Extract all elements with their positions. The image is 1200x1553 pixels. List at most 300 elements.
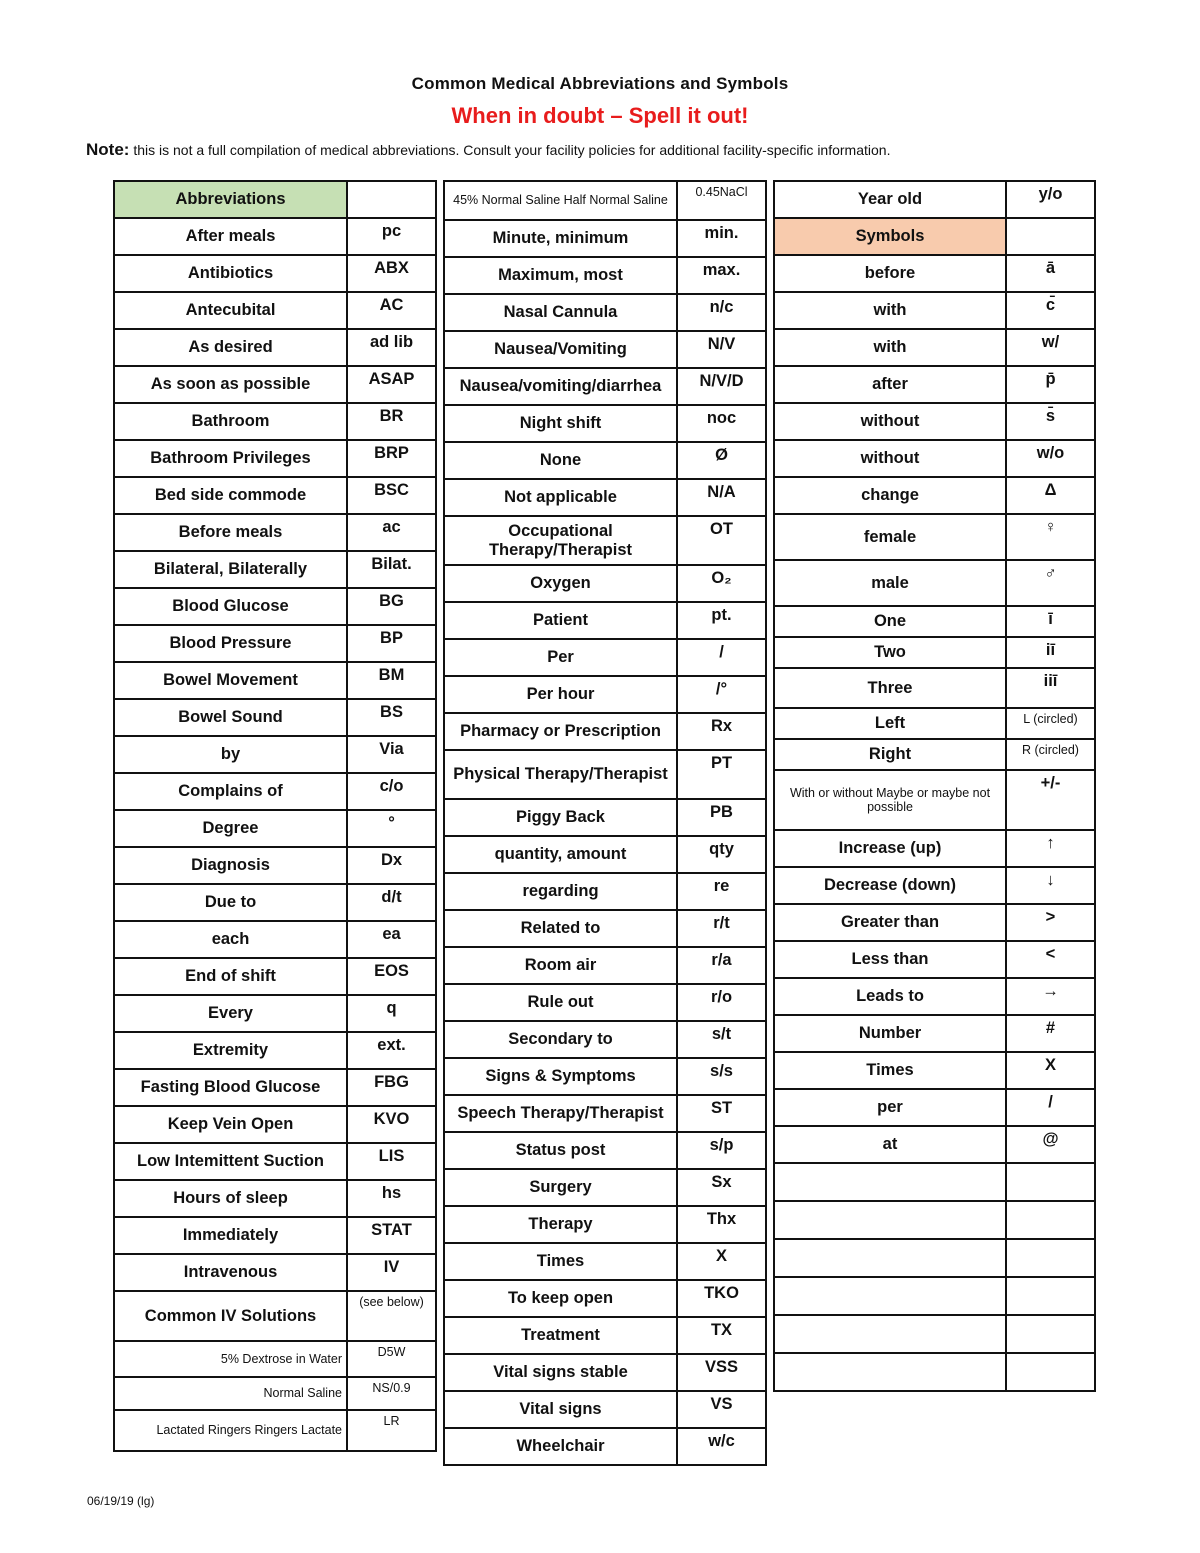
- table-row: [774, 770, 1095, 830]
- term-cell: Bowel Sound: [114, 699, 347, 736]
- table-row: [444, 750, 766, 799]
- table-row: [774, 477, 1095, 514]
- term-cell: Bed side commode: [114, 477, 347, 514]
- plus-minus-icon: +/-: [1006, 770, 1095, 830]
- table-row: [114, 1291, 436, 1341]
- term-cell: Antecubital: [114, 292, 347, 329]
- table-row: [444, 1206, 766, 1243]
- term-cell: 5% Dextrose in Water: [114, 1341, 347, 1377]
- empty-row: [774, 1353, 1095, 1391]
- abbreviation-cell: AC: [347, 292, 436, 329]
- table-row: [774, 1052, 1095, 1089]
- table-row: [114, 255, 436, 292]
- term-cell: per: [774, 1089, 1006, 1126]
- abbreviation-cell: ASAP: [347, 366, 436, 403]
- abbreviation-cell: EOS: [347, 958, 436, 995]
- table-row: [444, 602, 766, 639]
- with-slash-icon: w/: [1006, 329, 1095, 366]
- term-cell: Piggy Back: [444, 799, 677, 836]
- table-row: [774, 1126, 1095, 1163]
- table-row: [114, 588, 436, 625]
- term-cell: None: [444, 442, 677, 479]
- abbreviation-cell: O₂: [677, 565, 766, 602]
- abbreviations-table-2: [443, 180, 767, 1466]
- term-cell: Maximum, most: [444, 257, 677, 294]
- abbreviation-cell: re: [677, 873, 766, 910]
- arrow-up-icon: ↑: [1006, 830, 1095, 867]
- term-cell: Secondary to: [444, 1021, 677, 1058]
- table-row: [444, 799, 766, 836]
- table-row: [444, 984, 766, 1021]
- empty-row: [774, 1315, 1095, 1353]
- term-cell: As desired: [114, 329, 347, 366]
- table-row: [774, 978, 1095, 1015]
- slash-icon: /: [1006, 1089, 1095, 1126]
- table-row: [444, 516, 766, 565]
- abbreviation-cell: y/o: [1006, 181, 1095, 218]
- term-cell: Nausea/vomiting/diarrhea: [444, 368, 677, 405]
- abbreviation-cell: TX: [677, 1317, 766, 1354]
- term-cell: Leads to: [774, 978, 1006, 1015]
- table-row: [114, 218, 436, 255]
- header-row: [114, 181, 436, 218]
- without-slash-icon: w/o: [1006, 440, 1095, 477]
- abbreviation-cell: s/p: [677, 1132, 766, 1169]
- empty-cell: [1006, 1277, 1095, 1315]
- term-cell: Nasal Cannula: [444, 294, 677, 331]
- term-cell: without: [774, 440, 1006, 477]
- term-cell: Less than: [774, 941, 1006, 978]
- term-cell: Times: [774, 1052, 1006, 1089]
- term-cell: As soon as possible: [114, 366, 347, 403]
- empty-row: [774, 1163, 1095, 1201]
- term-cell: Treatment: [444, 1317, 677, 1354]
- table-row: [444, 405, 766, 442]
- term-cell: each: [114, 921, 347, 958]
- abbreviation-cell: Thx: [677, 1206, 766, 1243]
- empty-cell: [1006, 1353, 1095, 1391]
- term-cell: Rule out: [444, 984, 677, 1021]
- table-row: [114, 477, 436, 514]
- table-row: [774, 904, 1095, 941]
- term-cell: Hours of sleep: [114, 1180, 347, 1217]
- term-cell: Times: [444, 1243, 677, 1280]
- term-cell: Degree: [114, 810, 347, 847]
- empty-cell: [774, 1315, 1006, 1353]
- table-row: [114, 1377, 436, 1410]
- abbreviation-cell: BRP: [347, 440, 436, 477]
- table-row: [114, 662, 436, 699]
- page-title: Common Medical Abbreviations and Symbols: [411, 74, 789, 93]
- abbreviation-cell: FBG: [347, 1069, 436, 1106]
- abbreviation-cell: noc: [677, 405, 766, 442]
- term-cell: Patient: [444, 602, 677, 639]
- table-row: [774, 292, 1095, 329]
- abbreviations-header: Abbreviations: [114, 181, 347, 218]
- term-cell: With or without Maybe or maybe not possible: [774, 770, 1006, 830]
- table-row: [114, 773, 436, 810]
- empty-cell: [774, 1353, 1006, 1391]
- greater-than-icon: >: [1006, 904, 1095, 941]
- table-row: [774, 366, 1095, 403]
- term-cell: Fasting Blood Glucose: [114, 1069, 347, 1106]
- abbreviation-cell: n/c: [677, 294, 766, 331]
- term-cell: Greater than: [774, 904, 1006, 941]
- term-cell: Minute, minimum: [444, 220, 677, 257]
- table-row: [444, 713, 766, 750]
- term-cell: change: [774, 477, 1006, 514]
- two-bar-icon: iī: [1006, 637, 1095, 668]
- header-blank: [347, 181, 436, 218]
- term-cell: Therapy: [444, 1206, 677, 1243]
- abbreviation-cell: ABX: [347, 255, 436, 292]
- empty-cell: [774, 1201, 1006, 1239]
- term-cell: Right: [774, 739, 1006, 770]
- abbreviation-cell: D5W: [347, 1341, 436, 1377]
- table-row: [444, 1280, 766, 1317]
- abbreviation-cell: Bilat.: [347, 551, 436, 588]
- abbreviation-cell: LIS: [347, 1143, 436, 1180]
- abbreviation-cell: Sx: [677, 1169, 766, 1206]
- table-row: [774, 606, 1095, 637]
- term-cell: with: [774, 292, 1006, 329]
- empty-row: [774, 1277, 1095, 1315]
- term-cell: without: [774, 403, 1006, 440]
- term-cell: Complains of: [114, 773, 347, 810]
- term-cell: Physical Therapy/Therapist: [444, 750, 677, 799]
- abbreviation-cell: ea: [347, 921, 436, 958]
- abbreviation-cell: q: [347, 995, 436, 1032]
- header-row: [774, 218, 1095, 255]
- table-row: [114, 1032, 436, 1069]
- term-cell: Decrease (down): [774, 867, 1006, 904]
- abbreviation-cell: d/t: [347, 884, 436, 921]
- table-row: [444, 331, 766, 368]
- term-cell: Before meals: [114, 514, 347, 551]
- term-cell: Low Intemittent Suction: [114, 1143, 347, 1180]
- abbreviation-cell: N/V: [677, 331, 766, 368]
- abbreviation-cell: BR: [347, 403, 436, 440]
- term-cell: End of shift: [114, 958, 347, 995]
- table-row: [774, 739, 1095, 770]
- table-row: [444, 442, 766, 479]
- abbreviation-cell: s/s: [677, 1058, 766, 1095]
- abbreviation-cell: pc: [347, 218, 436, 255]
- term-cell: before: [774, 255, 1006, 292]
- abbreviation-cell: PT: [677, 750, 766, 799]
- abbreviation-cell: /: [677, 639, 766, 676]
- abbreviation-cell: w/c: [677, 1428, 766, 1465]
- abbreviation-cell: min.: [677, 220, 766, 257]
- table-row: [774, 329, 1095, 366]
- term-cell: Immediately: [114, 1217, 347, 1254]
- times-icon: X: [1006, 1052, 1095, 1089]
- term-cell: Per hour: [444, 676, 677, 713]
- abbreviation-cell: Rx: [677, 713, 766, 750]
- table-row: [444, 1058, 766, 1095]
- table-row: [774, 708, 1095, 739]
- table-row: [114, 292, 436, 329]
- less-than-icon: <: [1006, 941, 1095, 978]
- right-circled-icon: R (circled): [1006, 739, 1095, 770]
- table-row: [114, 1180, 436, 1217]
- abbreviation-cell: N/A: [677, 479, 766, 516]
- table-row: [444, 1132, 766, 1169]
- term-cell: Diagnosis: [114, 847, 347, 884]
- term-cell: Wheelchair: [444, 1428, 677, 1465]
- table-row: [444, 368, 766, 405]
- at-sign-icon: @: [1006, 1126, 1095, 1163]
- table-row: [444, 1095, 766, 1132]
- term-cell: by: [114, 736, 347, 773]
- table-row: [774, 867, 1095, 904]
- abbreviation-cell: /°: [677, 676, 766, 713]
- table-row: [444, 294, 766, 331]
- table-row: [114, 625, 436, 662]
- term-cell: Per: [444, 639, 677, 676]
- abbreviation-cell: OT: [677, 516, 766, 565]
- abbreviation-cell: r/a: [677, 947, 766, 984]
- table-row: [774, 668, 1095, 708]
- table-row: [114, 514, 436, 551]
- abbreviation-cell: TKO: [677, 1280, 766, 1317]
- abbreviation-cell: NS/0.9: [347, 1377, 436, 1410]
- table-row: [114, 1341, 436, 1377]
- term-cell: Lactated Ringers Ringers Lactate: [114, 1410, 347, 1451]
- abbreviation-cell: BSC: [347, 477, 436, 514]
- abbreviation-cell: r/o: [677, 984, 766, 1021]
- header-blank: [1006, 218, 1095, 255]
- abbreviation-cell: BP: [347, 625, 436, 662]
- term-cell: Bowel Movement: [114, 662, 347, 699]
- term-cell: Due to: [114, 884, 347, 921]
- term-cell: Antibiotics: [114, 255, 347, 292]
- abbreviation-cell: ext.: [347, 1032, 436, 1069]
- term-cell: Normal Saline: [114, 1377, 347, 1410]
- term-cell: with: [774, 329, 1006, 366]
- table-row: [444, 836, 766, 873]
- table-row: [114, 995, 436, 1032]
- abbreviation-cell: max.: [677, 257, 766, 294]
- term-cell: Increase (up): [774, 830, 1006, 867]
- arrow-right-icon: →: [1006, 978, 1095, 1015]
- left-circled-icon: L (circled): [1006, 708, 1095, 739]
- one-bar-icon: ī: [1006, 606, 1095, 637]
- abbreviations-table-1: [113, 180, 437, 1452]
- term-cell: Blood Pressure: [114, 625, 347, 662]
- abbreviation-cell: BM: [347, 662, 436, 699]
- s-bar-icon: s̄: [1006, 403, 1095, 440]
- table-row: [774, 560, 1095, 606]
- abbreviation-cell: s/t: [677, 1021, 766, 1058]
- table-row: [444, 676, 766, 713]
- table-row: [444, 565, 766, 602]
- abbreviation-cell: X: [677, 1243, 766, 1280]
- term-cell: Status post: [444, 1132, 677, 1169]
- table-row: [774, 181, 1095, 218]
- symbols-header: Symbols: [774, 218, 1006, 255]
- abbreviation-cell: N/V/D: [677, 368, 766, 405]
- term-cell: Every: [114, 995, 347, 1032]
- term-cell: Blood Glucose: [114, 588, 347, 625]
- abbreviation-cell: c/o: [347, 773, 436, 810]
- table-row: [774, 1015, 1095, 1052]
- table-row: [774, 941, 1095, 978]
- empty-cell: [1006, 1239, 1095, 1277]
- a-bar-icon: ā: [1006, 255, 1095, 292]
- term-cell: Signs & Symptoms: [444, 1058, 677, 1095]
- term-cell: Common IV Solutions: [114, 1291, 347, 1341]
- table-row: [114, 884, 436, 921]
- abbreviation-cell: ST: [677, 1095, 766, 1132]
- term-cell: Two: [774, 637, 1006, 668]
- abbreviation-cell: °: [347, 810, 436, 847]
- abbreviation-cell: KVO: [347, 1106, 436, 1143]
- term-cell: male: [774, 560, 1006, 606]
- empty-cell: [774, 1163, 1006, 1201]
- page-subtitle: When in doubt – Spell it out!: [451, 103, 749, 128]
- abbreviation-cell: 0.45NaCl: [677, 181, 766, 220]
- abbreviation-cell: hs: [347, 1180, 436, 1217]
- table-row: [774, 830, 1095, 867]
- table-row: [114, 403, 436, 440]
- female-icon: ♀: [1006, 514, 1095, 560]
- number-sign-icon: #: [1006, 1015, 1095, 1052]
- term-cell: Year old: [774, 181, 1006, 218]
- empty-cell: [774, 1277, 1006, 1315]
- table-row: [114, 699, 436, 736]
- table-row: [114, 1254, 436, 1291]
- abbreviation-cell: Dx: [347, 847, 436, 884]
- term-cell: Vital signs: [444, 1391, 677, 1428]
- abbreviation-cell: Via: [347, 736, 436, 773]
- term-cell: Number: [774, 1015, 1006, 1052]
- term-cell: after: [774, 366, 1006, 403]
- term-cell: at: [774, 1126, 1006, 1163]
- term-cell: Not applicable: [444, 479, 677, 516]
- table-row: [774, 637, 1095, 668]
- term-cell: To keep open: [444, 1280, 677, 1317]
- term-cell: Pharmacy or Prescription: [444, 713, 677, 750]
- table-row: [114, 440, 436, 477]
- term-cell: Occupational Therapy/Therapist: [444, 516, 677, 565]
- term-cell: female: [774, 514, 1006, 560]
- abbreviation-cell: LR: [347, 1410, 436, 1451]
- table-row: [114, 1217, 436, 1254]
- table-row: [774, 255, 1095, 292]
- table-row: [114, 551, 436, 588]
- term-cell: Bathroom: [114, 403, 347, 440]
- note-text: this is not a full compilation of medical abbreviations. Consult your facility policies for additional facility-specific information.: [133, 142, 891, 158]
- abbreviation-cell: BS: [347, 699, 436, 736]
- term-cell: Extremity: [114, 1032, 347, 1069]
- term-cell: Three: [774, 668, 1006, 708]
- table-row: [444, 257, 766, 294]
- table-row: [444, 1428, 766, 1465]
- table-row: [444, 947, 766, 984]
- table-row: [114, 921, 436, 958]
- table-row: [114, 736, 436, 773]
- abbreviation-cell: BG: [347, 588, 436, 625]
- table-row: [444, 910, 766, 947]
- table-row: [444, 1243, 766, 1280]
- table-row: [774, 514, 1095, 560]
- empty-cell: [1006, 1201, 1095, 1239]
- table-row: [774, 1089, 1095, 1126]
- p-bar-icon: p̄: [1006, 366, 1095, 403]
- abbreviation-cell: qty: [677, 836, 766, 873]
- term-cell: Bathroom Privileges: [114, 440, 347, 477]
- term-cell: Keep Vein Open: [114, 1106, 347, 1143]
- empty-cell: [774, 1239, 1006, 1277]
- abbreviation-cell: PB: [677, 799, 766, 836]
- term-cell: Surgery: [444, 1169, 677, 1206]
- table-row: [444, 181, 766, 220]
- symbols-table: [773, 180, 1096, 1392]
- term-cell: Nausea/Vomiting: [444, 331, 677, 368]
- note: [86, 140, 890, 160]
- table-row: [114, 810, 436, 847]
- term-cell: Intravenous: [114, 1254, 347, 1291]
- term-cell: Room air: [444, 947, 677, 984]
- empty-cell: [1006, 1163, 1095, 1201]
- three-bar-icon: iiī: [1006, 668, 1095, 708]
- term-cell: Oxygen: [444, 565, 677, 602]
- term-cell: regarding: [444, 873, 677, 910]
- abbreviation-cell: STAT: [347, 1217, 436, 1254]
- term-cell: One: [774, 606, 1006, 637]
- term-cell: quantity, amount: [444, 836, 677, 873]
- table-row: [114, 847, 436, 884]
- abbreviation-cell: VSS: [677, 1354, 766, 1391]
- term-cell: Vital signs stable: [444, 1354, 677, 1391]
- footer-date: 06/19/19 (lg): [87, 1494, 155, 1508]
- term-cell: Bilateral, Bilaterally: [114, 551, 347, 588]
- empty-row: [774, 1201, 1095, 1239]
- male-icon: ♂: [1006, 560, 1095, 606]
- term-cell: Night shift: [444, 405, 677, 442]
- term-cell: 45% Normal Saline Half Normal Saline: [444, 181, 677, 220]
- none-symbol-cell: Ø: [677, 442, 766, 479]
- term-cell: Speech Therapy/Therapist: [444, 1095, 677, 1132]
- note-label: Note:: [86, 140, 130, 159]
- table-row: [444, 1169, 766, 1206]
- table-row: [444, 1391, 766, 1428]
- empty-cell: [1006, 1315, 1095, 1353]
- term-cell: Left: [774, 708, 1006, 739]
- table-row: [774, 403, 1095, 440]
- empty-row: [774, 1239, 1095, 1277]
- table-row: [774, 440, 1095, 477]
- term-cell: Related to: [444, 910, 677, 947]
- abbreviation-cell: IV: [347, 1254, 436, 1291]
- c-bar-icon: c̄: [1006, 292, 1095, 329]
- table-row: [114, 366, 436, 403]
- abbreviation-cell: pt.: [677, 602, 766, 639]
- table-row: [114, 329, 436, 366]
- table-row: [444, 639, 766, 676]
- table-row: [444, 220, 766, 257]
- table-row: [444, 479, 766, 516]
- abbreviation-cell: ac: [347, 514, 436, 551]
- table-row: [444, 1317, 766, 1354]
- abbreviation-cell: (see below): [347, 1291, 436, 1341]
- arrow-down-icon: ↓: [1006, 867, 1095, 904]
- table-row: [444, 1021, 766, 1058]
- table-row: [114, 1143, 436, 1180]
- delta-icon: Δ: [1006, 477, 1095, 514]
- abbreviation-cell: ad lib: [347, 329, 436, 366]
